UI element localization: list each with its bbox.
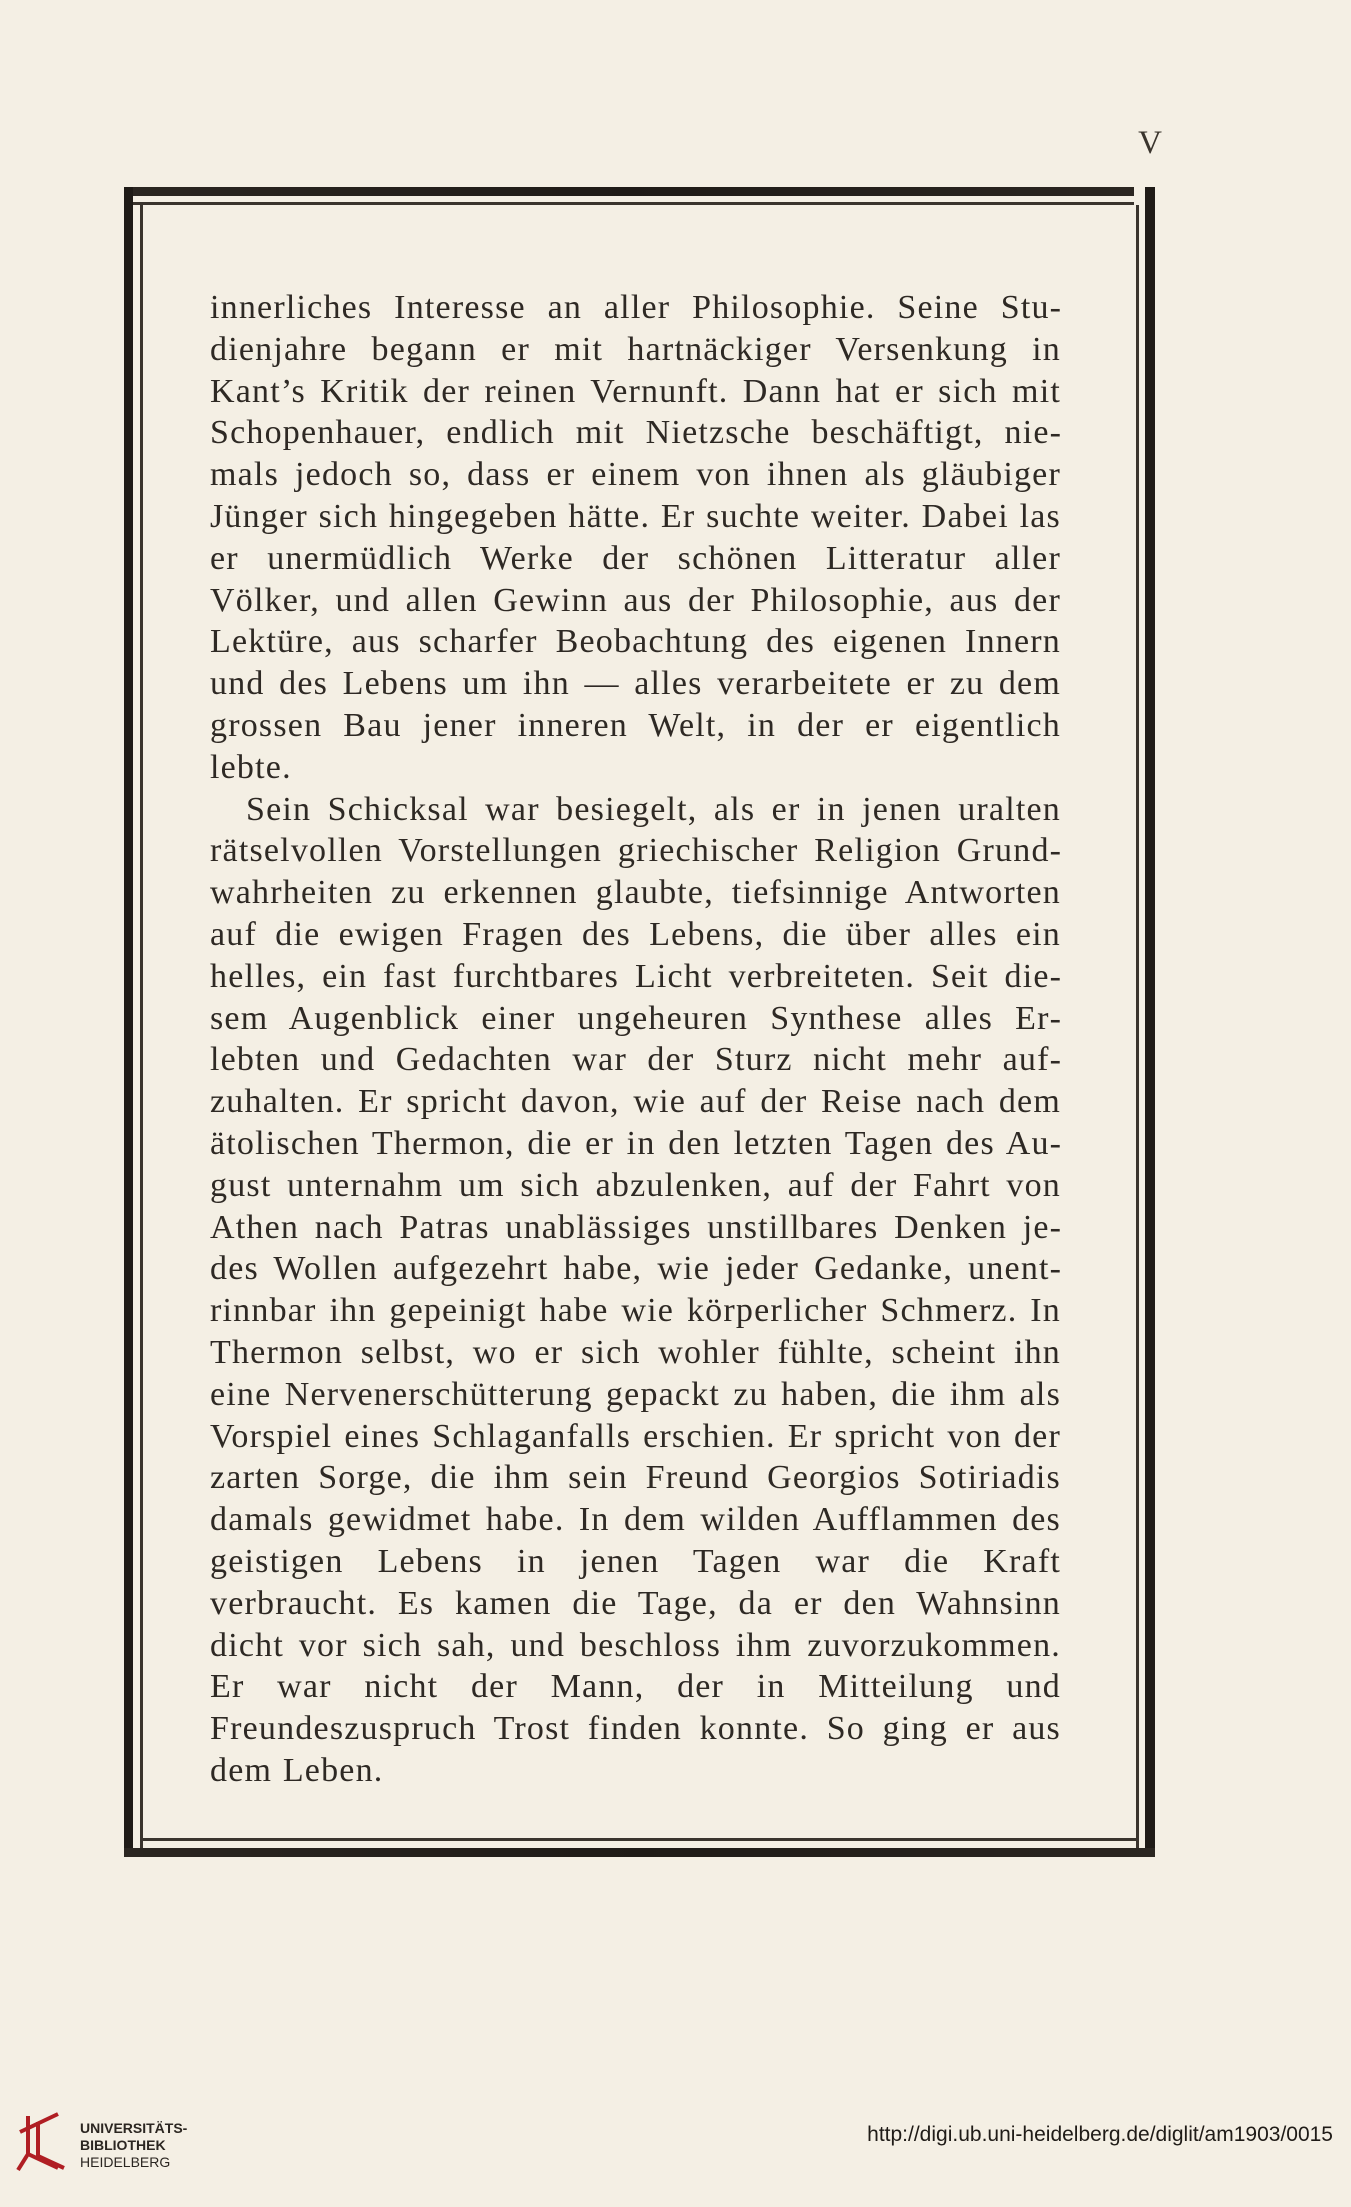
- library-name-line-3: HEIDELBERG: [80, 2154, 171, 2170]
- library-name-line-2: BIBLIOTHEK: [80, 2137, 166, 2153]
- paragraph-1: innerliches Interesse an aller Philosophie. Seine Studienjahre begann er mit hartnäckiger Versenkung in Kant’s Kritik der reinen Vernunft. Dann hat er sich mit Schopenhauer, endlich mit Nietzsche beschäftigt, niemals jedoch so, dass er einem von ihnen als gläubiger Jünger sich hingegeben hätte. Er suchte weiter. Dabei las er unermüdlich Werke der schönen Litteratur aller Völker, und allen Gewinn aus der Philosophie, aus der Lektüre, aus scharfer Beobachtung des eigenen Innern und des Lebens um ihn — alles verarbeitete er zu dem grossen Bau jener inneren Welt, in der er eigentlich lebte.: [210, 289, 1061, 786]
- frame-border-right: [1145, 187, 1155, 1857]
- frame-border-left: [124, 187, 133, 1857]
- page-number: V: [1138, 125, 1162, 161]
- body-text: [210, 287, 1061, 1792]
- source-url-link[interactable]: http://digi.ub.uni-heidelberg.de/diglit/am1903/0015: [867, 2123, 1333, 2146]
- frame-border-left-hairline: [140, 205, 143, 1851]
- paragraph-2: Sein Schicksal war besiegelt, als er in jenen uralten rätselvollen Vorstellungen griechischer Religion Grundwahrheiten zu erkennen glaubte, tiefsinnige Antworten auf die ewigen Fragen des Lebens, die über alles ein helles, ein fast furchtbares Licht verbreiteten. Seit diesem Augenblick einer ungeheuren Synthese alles Erlebten und Gedachten war der Sturz nicht mehr aufzuhalten. Er spricht davon, wie auf der Reise nach dem ätolischen Thermon, die er in den letzten Tagen des August unternahm um sich abzulenken, auf der Fahrt von Athen nach Patras unablässiges unstillbares Denken jedes Wollen aufgezehrt habe, wie jeder Gedanke, unentrinnbar ihn gepeinigt habe wie körperlicher Schmerz. In Thermon selbst, wo er sich wohler fühlte, scheint ihn eine Nervenerschütterung gepackt zu haben, die ihm als Vorspiel eines Schlaganfalls erschien. Er spricht von der zarten Sorge, die ihm sein Freund Georgios Sotiriadis damals gewidmet habe. In dem wilden Aufflammen des geistigen Lebens in jenen Tagen war die Kraft verbraucht. Es kamen die Tage, da er den Wahnsinn dicht vor sich sah, und beschloss ihm zuvorzukommen. Er war nicht der Mann, der in Mitteilung und Freundeszuspruch Trost finden konnte. So ging er aus dem Leben.: [210, 790, 1061, 1789]
- frame-border-bottom: [124, 1848, 1155, 1857]
- frame-border-right-hairline: [1136, 205, 1139, 1851]
- library-name: [80, 2120, 187, 2171]
- frame-border-top-hairline: [128, 202, 1134, 205]
- frame-border-bottom-hairline: [140, 1838, 1139, 1841]
- library-name-line-1: UNIVERSITÄTS-: [80, 2120, 188, 2136]
- frame-border-top: [124, 187, 1134, 196]
- library-logo-icon: [14, 2110, 74, 2180]
